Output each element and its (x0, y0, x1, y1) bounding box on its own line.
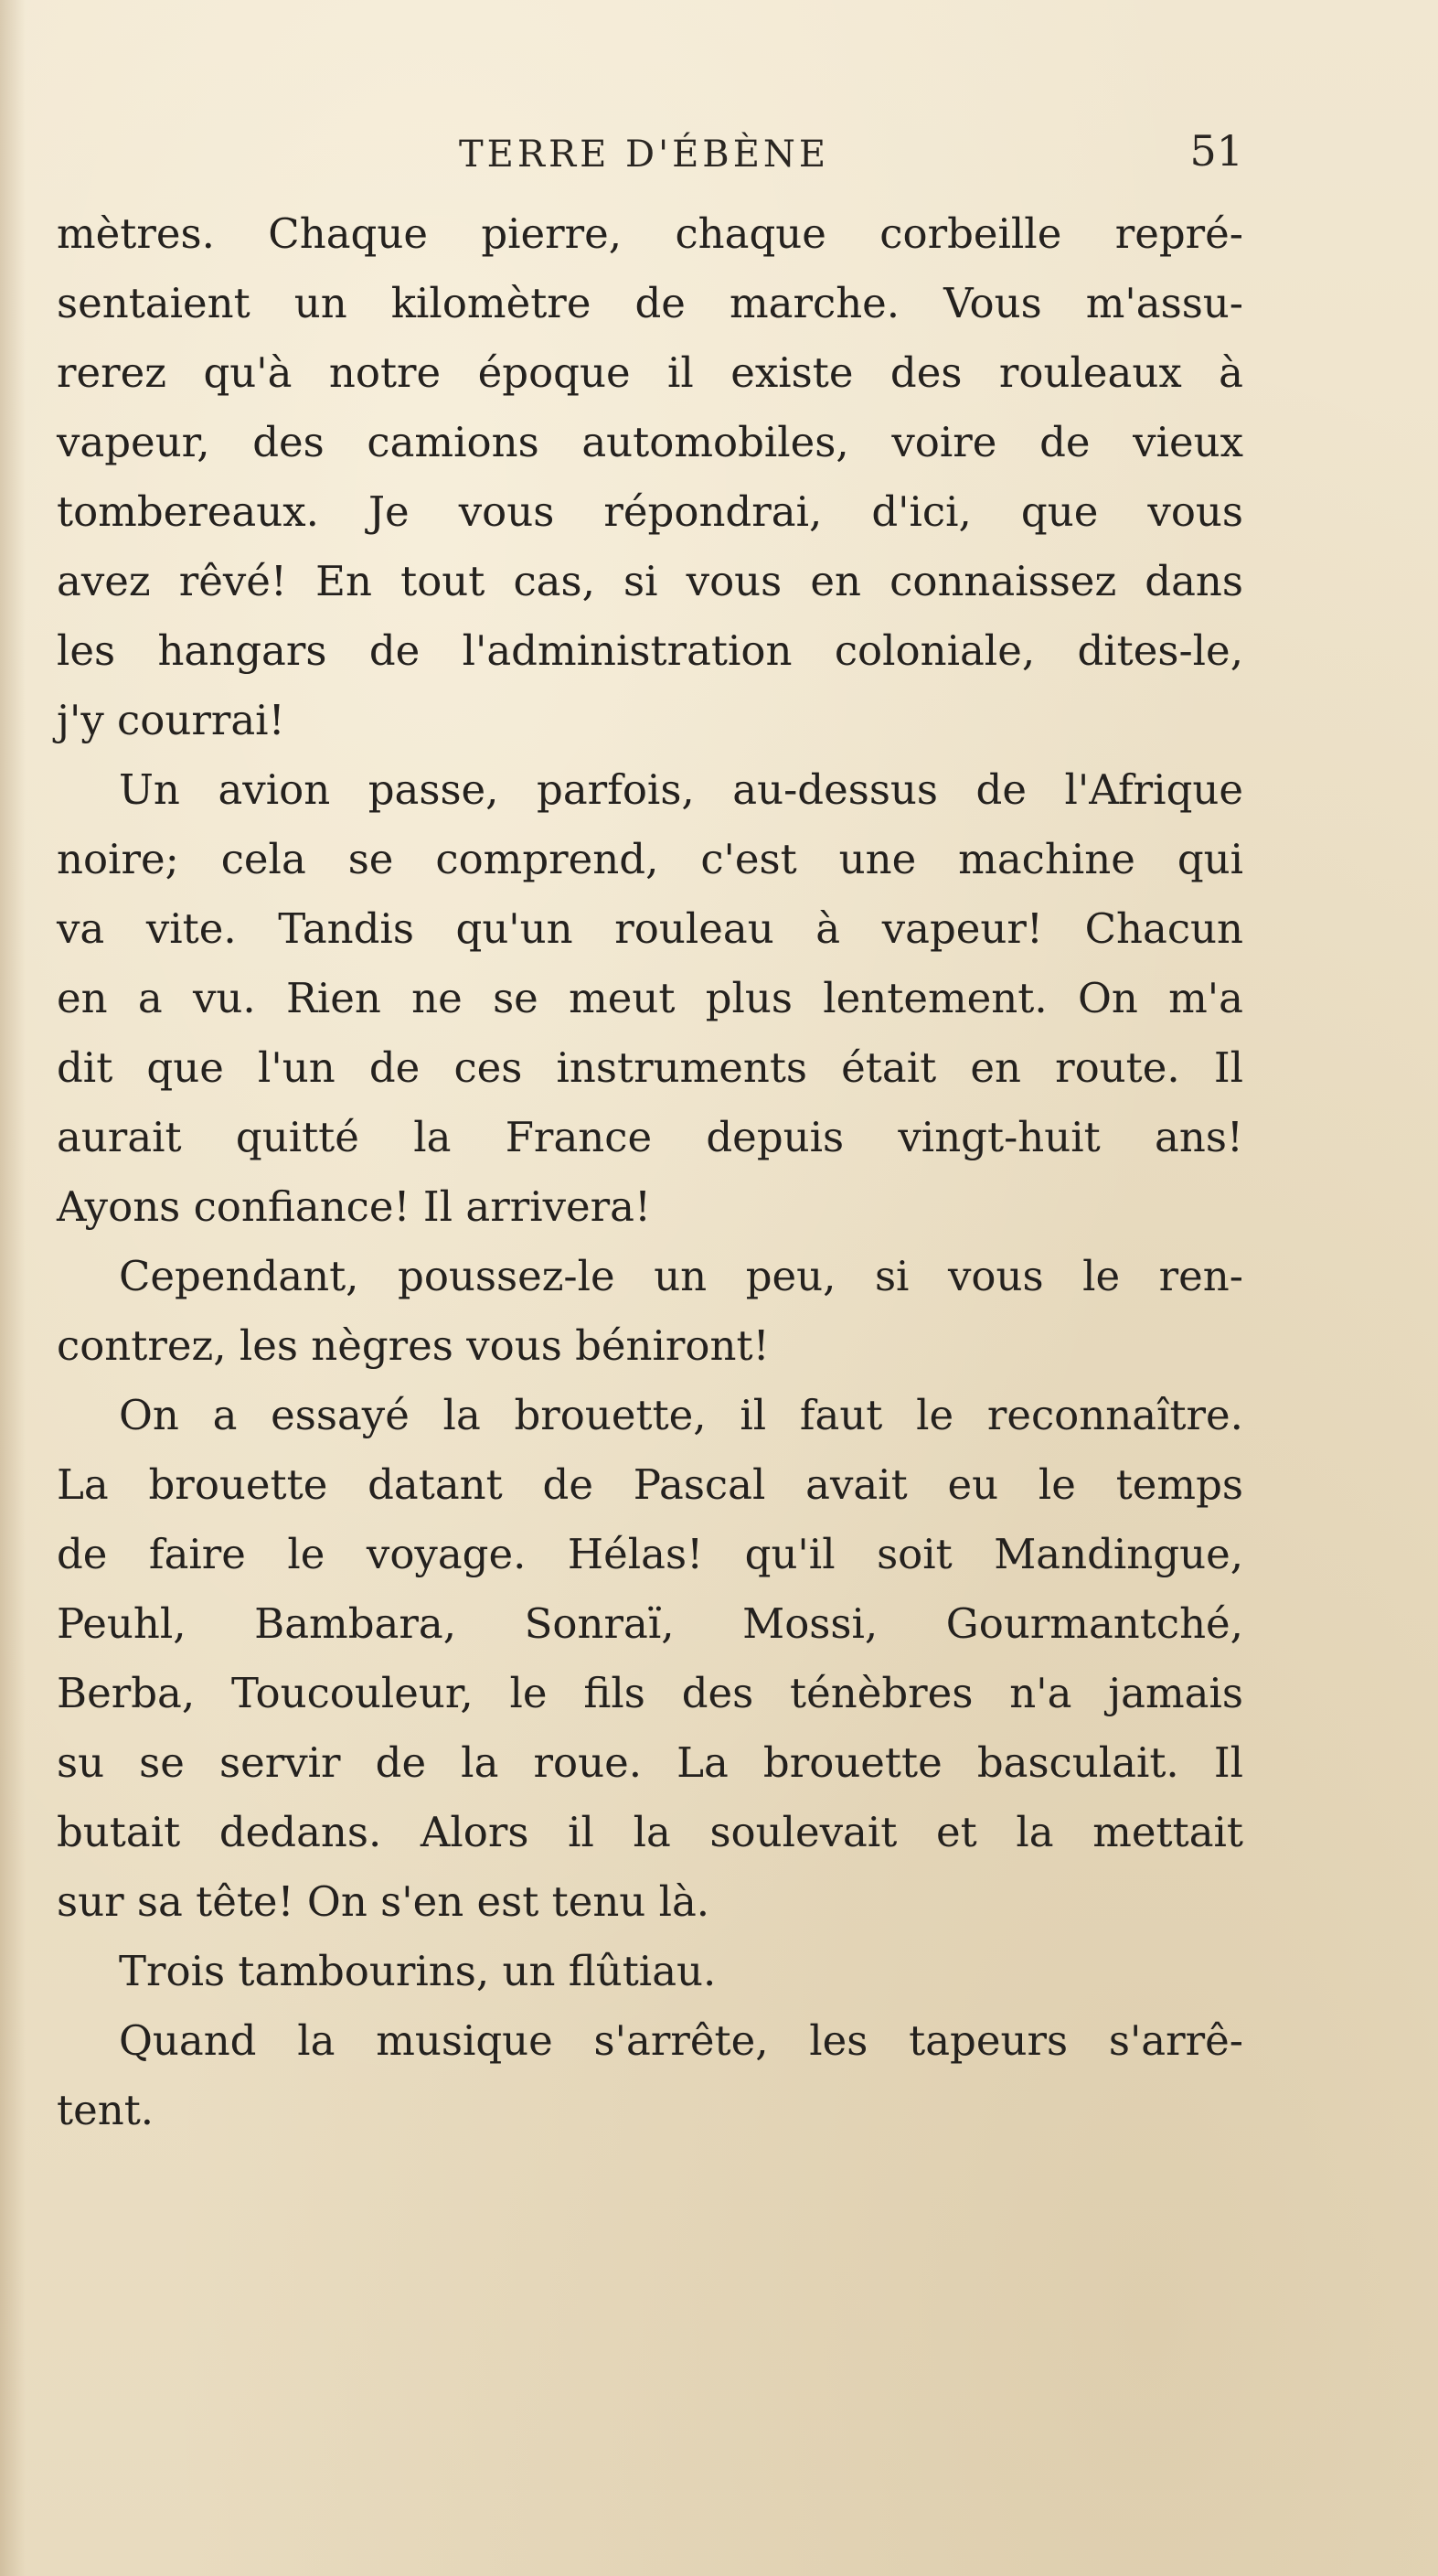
text-line: rerez qu'à notre époque il existe des rouleaux à (57, 348, 1243, 397)
text-line: aurait quitté la France depuis vingt-huit ans! (57, 1113, 1243, 1161)
text-line: contrez, les nègres vous béniront! (57, 1321, 770, 1370)
running-head-title: TERRE D'ÉBÈNE (459, 134, 830, 176)
page-number: 51 (1189, 126, 1243, 176)
text-line: butait dedans. Alors il la soulevait et la mettait (57, 1808, 1243, 1856)
text-line: La brouette datant de Pascal avait eu le temps (57, 1460, 1243, 1509)
text-line: tombereaux. Je vous répondrai, d'ici, que vous (57, 487, 1243, 536)
text-line: Trois tambourins, un flûtiau. (119, 1947, 717, 1995)
text-line: sentaient un kilomètre de marche. Vous m'assu- (57, 279, 1243, 327)
text-line: noire; cela se comprend, c'est une machine qui (57, 835, 1243, 883)
text-line: Peuhl, Bambara, Sonraï, Mossi, Gourmantché, (57, 1599, 1243, 1648)
running-head (55, 126, 1243, 190)
text-line: Ayons confiance! Il arrivera! (57, 1182, 652, 1231)
text-line: avez rêvé! En tout cas, si vous en connaissez dans (57, 557, 1243, 605)
text-line: tent. (57, 2086, 154, 2134)
text-line: Cependant, poussez-le un peu, si vous le ren- (119, 1252, 1243, 1300)
text-line: de faire le voyage. Hélas! qu'il soit Mandingue, (57, 1530, 1243, 1578)
text-line: dit que l'un de ces instruments était en route. Il (57, 1043, 1243, 1092)
text-line: j'y courrai! (57, 696, 285, 744)
text-line: vapeur, des camions automobiles, voire de vieux (57, 418, 1243, 466)
text-line: Berba, Toucouleur, le fils des ténèbres n'a jamais (57, 1669, 1243, 1717)
text-line: Quand la musique s'arrête, les tapeurs s'arrê- (119, 2016, 1243, 2065)
body-text (57, 199, 1243, 2145)
text-line: su se servir de la roue. La brouette basculait. Il (57, 1738, 1243, 1787)
text-line: sur sa tête! On s'en est tenu là. (57, 1877, 710, 1926)
text-line: en a vu. Rien ne se meut plus lentement. On m'a (57, 974, 1243, 1022)
text-line: les hangars de l'administration coloniale, dites-le, (57, 626, 1243, 675)
text-line: Un avion passe, parfois, au-dessus de l'Afrique (119, 765, 1243, 814)
text-line: va vite. Tandis qu'un rouleau à vapeur! Chacun (57, 904, 1243, 953)
text-line: mètres. Chaque pierre, chaque corbeille repré- (57, 209, 1243, 258)
text-line: On a essayé la brouette, il faut le reconnaître. (119, 1391, 1243, 1439)
